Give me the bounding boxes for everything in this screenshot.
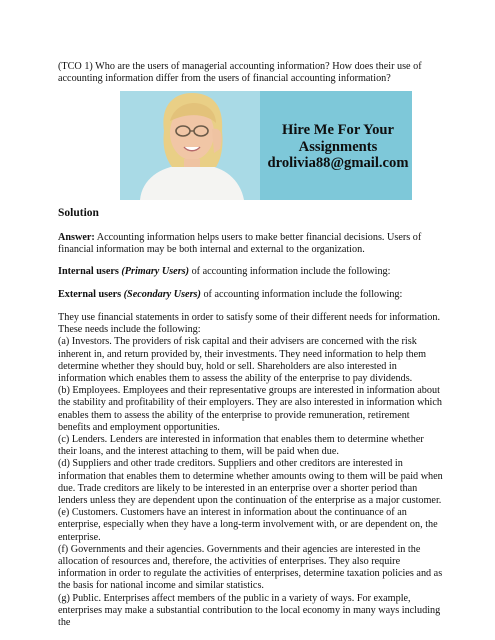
internal-users-text: of accounting information include the following: — [189, 266, 391, 277]
solution-heading: Solution — [58, 207, 99, 219]
list-item-governments: (f) Governments and their agencies. Governments and their agencies are interested in the allocation of resources and, therefore, the activities of enterprises. They also require information in order to regulate the activities of enterprises, determine taxation policies and as the basis for national income and similar statistics. — [58, 543, 443, 592]
answer-label: Answer: — [58, 232, 95, 243]
ad-banner[interactable] — [120, 91, 412, 200]
internal-users-qualifier: (Primary Users) — [121, 266, 190, 277]
banner-line-2: Assignments — [298, 138, 378, 155]
users-intro: They use financial statements in order to satisfy some of their different needs for information. These needs include the following: — [58, 312, 441, 336]
banner-email[interactable]: drolivia88@gmail.com — [267, 155, 409, 172]
list-item-suppliers: (d) Suppliers and other trade creditors. Suppliers and other creditors are interested in information that enables them to determine whether amounts owing to them will be paid when due. Trade creditors are likely to be interested in an enterprise over a shorter period than lenders unless they are dependent upon the continuation of the enterprise as a major customer. — [58, 458, 443, 507]
banner-text — [258, 122, 412, 172]
external-users-paragraph — [58, 289, 443, 301]
banner-line-1: Hire Me For Your — [282, 122, 394, 138]
answer-text: Accounting information helps users to make better financial decisions. Users of financial information may be both internal and external to the organization. — [58, 232, 422, 256]
list-item-customers: (e) Customers. Customers have an interest in information about the continuance of an enterprise, especially when they have a long-term involvement with, or are dependent on, the enterprise. — [58, 507, 438, 543]
internal-users-label: Internal users — [58, 266, 119, 277]
list-item-investors: (a) Investors. The providers of risk capital and their advisers are concerned with the risk inherent in, and return provided by, their investments. They need information to help them determine whether they should buy, hold or sell. Shareholders are also interested in information which enables them to assess the ability of the enterprise to pay dividends. — [58, 336, 427, 385]
answer-paragraph — [58, 232, 443, 256]
list-item-public: (g) Public. Enterprises affect members of the public in a variety of ways. For example, enterprises may make a substantial contribution to the local economy in many ways including the — [58, 592, 441, 629]
external-users-label: External users — [58, 289, 122, 300]
list-item-employees: (b) Employees. Employees and their representative groups are interested in information about the stability and profitability of their employers. They are also interested in information which enables them to assess the ability of the enterprise to provide remuneration, retirement benefits and employment opportunities. — [58, 385, 443, 433]
users-list — [58, 312, 443, 629]
external-users-text: of accounting information include the following: — [200, 289, 403, 300]
question-text: (TCO 1) Who are the users of managerial accounting information? How does their use of accounting information differ from the users of financial accounting information? — [58, 61, 422, 85]
woman-photo — [120, 91, 260, 200]
list-item-lenders: (c) Lenders. Lenders are interested in information that enables them to determine whether their loans, and the interest attaching to them, will be paid when due. — [58, 434, 424, 458]
internal-users-paragraph — [58, 266, 443, 278]
external-users-qualifier: (Secondary Users) — [123, 289, 201, 300]
